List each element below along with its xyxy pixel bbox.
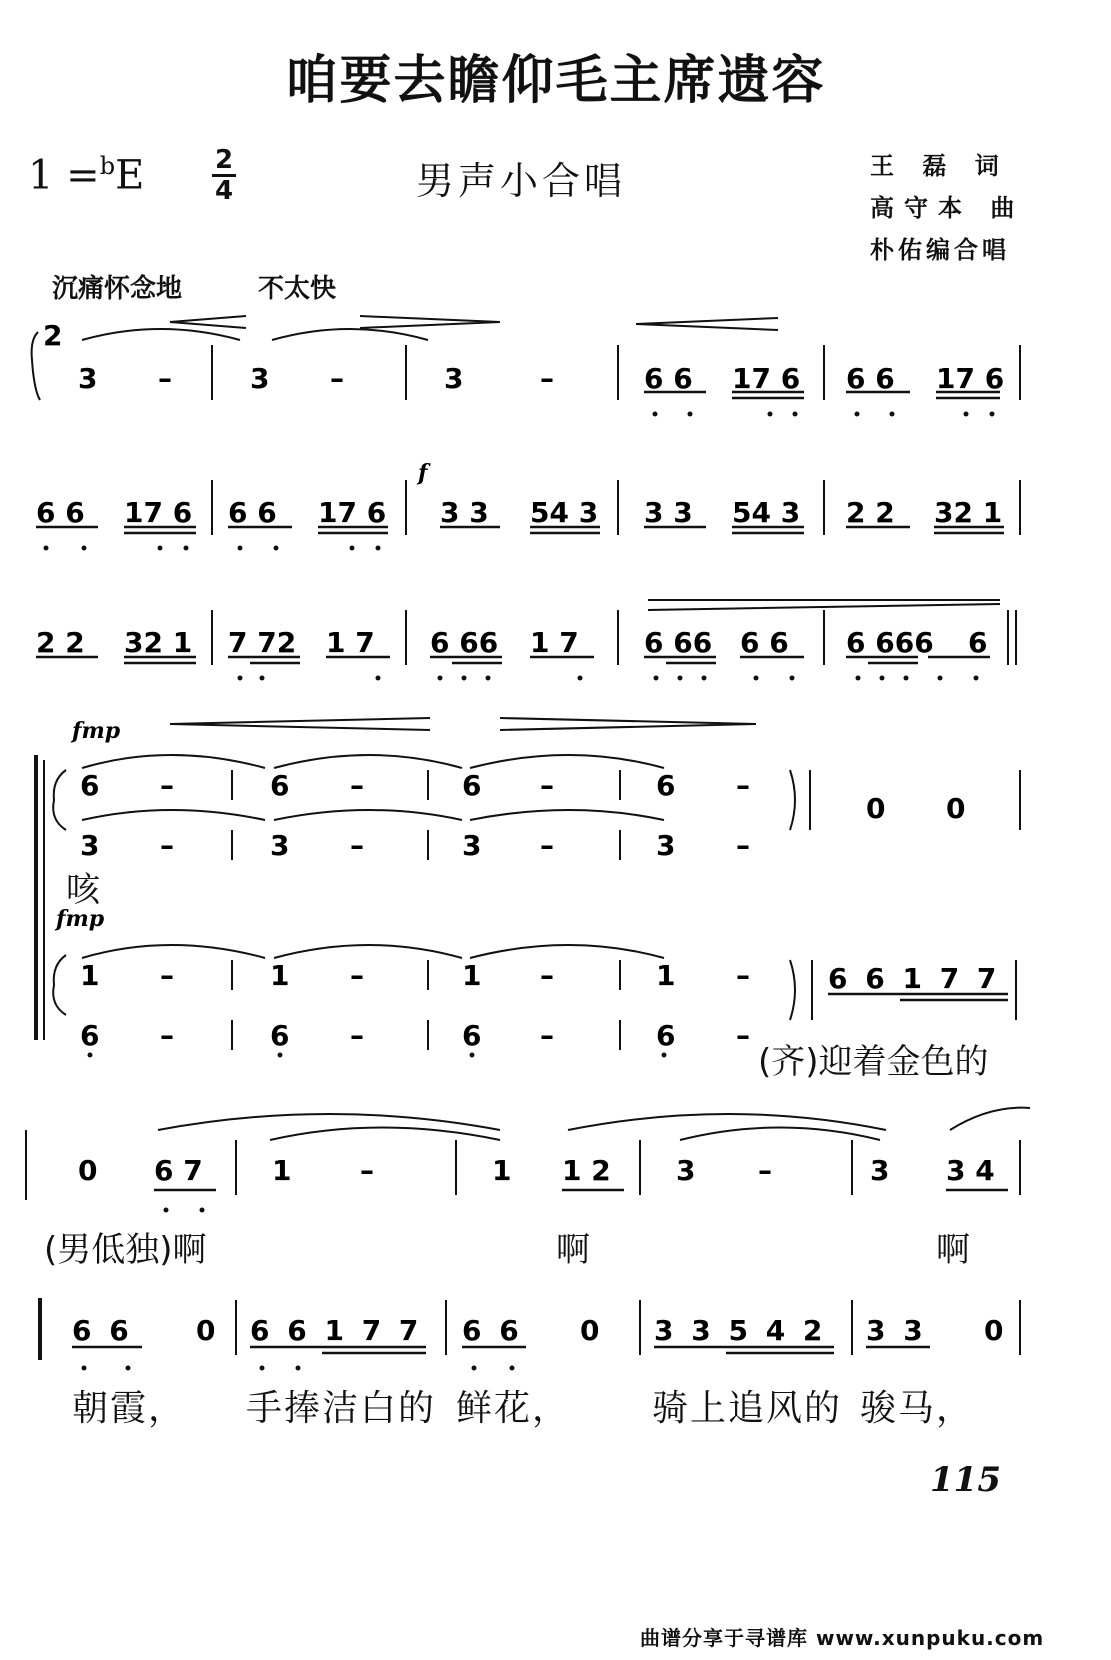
rest: 0 <box>946 792 966 825</box>
credit-composer: 高守本 曲 <box>870 194 1025 222</box>
closing-brace <box>790 960 795 1020</box>
footer-watermark: 曲谱分享于寻谱库 www.xunpuku.com <box>640 1626 1045 1650</box>
note: 6 6 <box>36 496 85 529</box>
note: 3 <box>676 1154 696 1187</box>
note: 17 6 <box>124 496 193 529</box>
note: 3 <box>78 362 98 395</box>
meter-num: 2 <box>214 145 234 175</box>
note: – <box>160 769 174 802</box>
note: 1 <box>656 959 676 992</box>
note: 6 7 <box>154 1154 203 1187</box>
key-flat: b <box>99 152 116 180</box>
note: 17 6 <box>936 362 1005 395</box>
credit-lyricist: 王 磊 词 <box>870 152 1009 180</box>
note: 3 3 <box>440 496 489 529</box>
dynamic-fmp: fmp <box>72 718 121 744</box>
note: – <box>160 959 174 992</box>
dynamic-fmp: fmp <box>56 906 105 932</box>
rest: 0 <box>984 1314 1008 1347</box>
note-group: 6 6 1 7 7 <box>828 962 1001 995</box>
note: 6 <box>80 1019 100 1052</box>
note: – <box>350 1019 364 1052</box>
note: 6 <box>968 626 988 659</box>
row-7 <box>72 1314 1007 1347</box>
note: 54 3 <box>732 496 801 529</box>
note: 2 2 <box>846 496 895 529</box>
dynamic-f: f <box>418 460 428 486</box>
note: 6 <box>656 1019 676 1052</box>
note: 2 2 <box>36 626 85 659</box>
note: – <box>736 959 750 992</box>
note: 1 7 <box>530 626 579 659</box>
closing-brace <box>790 770 795 830</box>
note: – <box>160 1019 174 1052</box>
note: 17 6 <box>732 362 801 395</box>
note: 3 <box>270 829 290 862</box>
rest: 0 <box>580 1314 604 1347</box>
note: 6 6 <box>462 1314 523 1347</box>
note: 1 7 <box>326 626 375 659</box>
note: 6 <box>462 769 482 802</box>
note: 6 6 1 7 7 <box>250 1314 423 1347</box>
note: 0 <box>78 1154 98 1187</box>
note: 3 <box>656 829 676 862</box>
lyric-qi: (齐)迎着金色的 <box>758 1042 989 1082</box>
note: 1 <box>272 1154 292 1187</box>
note: 6 666 <box>846 626 934 659</box>
voice-brace <box>53 955 66 1015</box>
credit-arranger: 朴佑编合唱 <box>870 236 1010 264</box>
note: – <box>736 1019 750 1052</box>
lyric-a: 啊 <box>936 1230 970 1270</box>
crescendo <box>636 318 778 330</box>
row-6 <box>78 1154 995 1187</box>
note: – <box>758 1154 772 1187</box>
note: 3 4 <box>946 1154 995 1187</box>
note: 3 <box>80 829 100 862</box>
performance-form: 男声小合唱 <box>416 159 627 203</box>
note: – <box>540 769 554 802</box>
decrescendo <box>500 718 756 730</box>
note: 6 6 <box>72 1314 133 1347</box>
note: 3 <box>250 362 270 395</box>
lyric: 朝霞， <box>72 1388 187 1429</box>
row-3 <box>36 626 987 659</box>
lyric-hai: 咳 <box>66 870 100 910</box>
note: 6 <box>270 769 290 802</box>
note: – <box>350 959 364 992</box>
crescendo <box>170 718 430 730</box>
note: 32 1 <box>934 496 1003 529</box>
rest: 0 <box>866 792 886 825</box>
lyric-a: 啊 <box>556 1230 590 1270</box>
note: 1 <box>462 959 482 992</box>
note: 6 66 <box>430 626 499 659</box>
note: 3 <box>870 1154 890 1187</box>
slur <box>82 329 240 340</box>
note: 3 3 <box>644 496 693 529</box>
note: 6 6 <box>644 362 693 395</box>
key-prefix: 1 = <box>28 152 100 199</box>
note: – <box>158 362 172 395</box>
note: – <box>540 362 554 395</box>
note: – <box>360 1154 374 1187</box>
note: – <box>330 362 344 395</box>
note: 6 6 <box>228 496 277 529</box>
lyric: 手捧洁白的 <box>246 1388 437 1429</box>
note: 1 <box>270 959 290 992</box>
note: 6 66 <box>644 626 713 659</box>
note: 6 6 <box>846 362 895 395</box>
note: 3 <box>444 362 464 395</box>
note: – <box>160 829 174 862</box>
crescendo <box>170 316 246 328</box>
note: – <box>736 829 750 862</box>
note: – <box>350 769 364 802</box>
lyric-solo: (男低独)啊 <box>44 1230 207 1270</box>
decrescendo <box>360 316 500 328</box>
note: 6 <box>270 1019 290 1052</box>
note: – <box>540 829 554 862</box>
note: – <box>540 959 554 992</box>
hairpin <box>648 600 1000 610</box>
note: 7 72 <box>228 626 297 659</box>
meter-den: 4 <box>214 176 234 206</box>
note: 17 6 <box>318 496 387 529</box>
note: 3 3 5 4 2 <box>654 1314 827 1347</box>
time-mark: 2 <box>43 319 63 352</box>
note: – <box>350 829 364 862</box>
page-number: 115 <box>930 1460 1001 1500</box>
voice-brace <box>53 770 66 830</box>
note: – <box>736 769 750 802</box>
slur <box>272 329 428 340</box>
row-2 <box>36 496 1002 529</box>
row-1 <box>78 362 1004 395</box>
note: 6 <box>656 769 676 802</box>
note: 54 3 <box>530 496 599 529</box>
tempo-expression: 沉痛怀念地 <box>52 274 183 304</box>
note: 3 <box>462 829 482 862</box>
note: 1 <box>492 1154 512 1187</box>
note: – <box>540 1019 554 1052</box>
note: 32 1 <box>124 626 193 659</box>
lyric: 鲜花， <box>456 1388 571 1429</box>
note: 6 6 <box>740 626 789 659</box>
note: 6 <box>80 769 100 802</box>
lyric: 骑上追风的 <box>652 1388 843 1429</box>
note: 6 <box>462 1019 482 1052</box>
tempo-speed: 不太快 <box>258 274 337 304</box>
brace-row1 <box>32 332 40 400</box>
lyric: 骏马， <box>860 1388 975 1429</box>
page-title: 咱要去瞻仰毛主席遗容 <box>285 51 826 111</box>
rest: 0 <box>196 1314 220 1347</box>
upper-voice <box>80 769 965 862</box>
key-note: E <box>115 152 145 199</box>
note: 1 2 <box>562 1154 611 1187</box>
note: 3 3 <box>866 1314 927 1347</box>
note: 1 <box>80 959 100 992</box>
